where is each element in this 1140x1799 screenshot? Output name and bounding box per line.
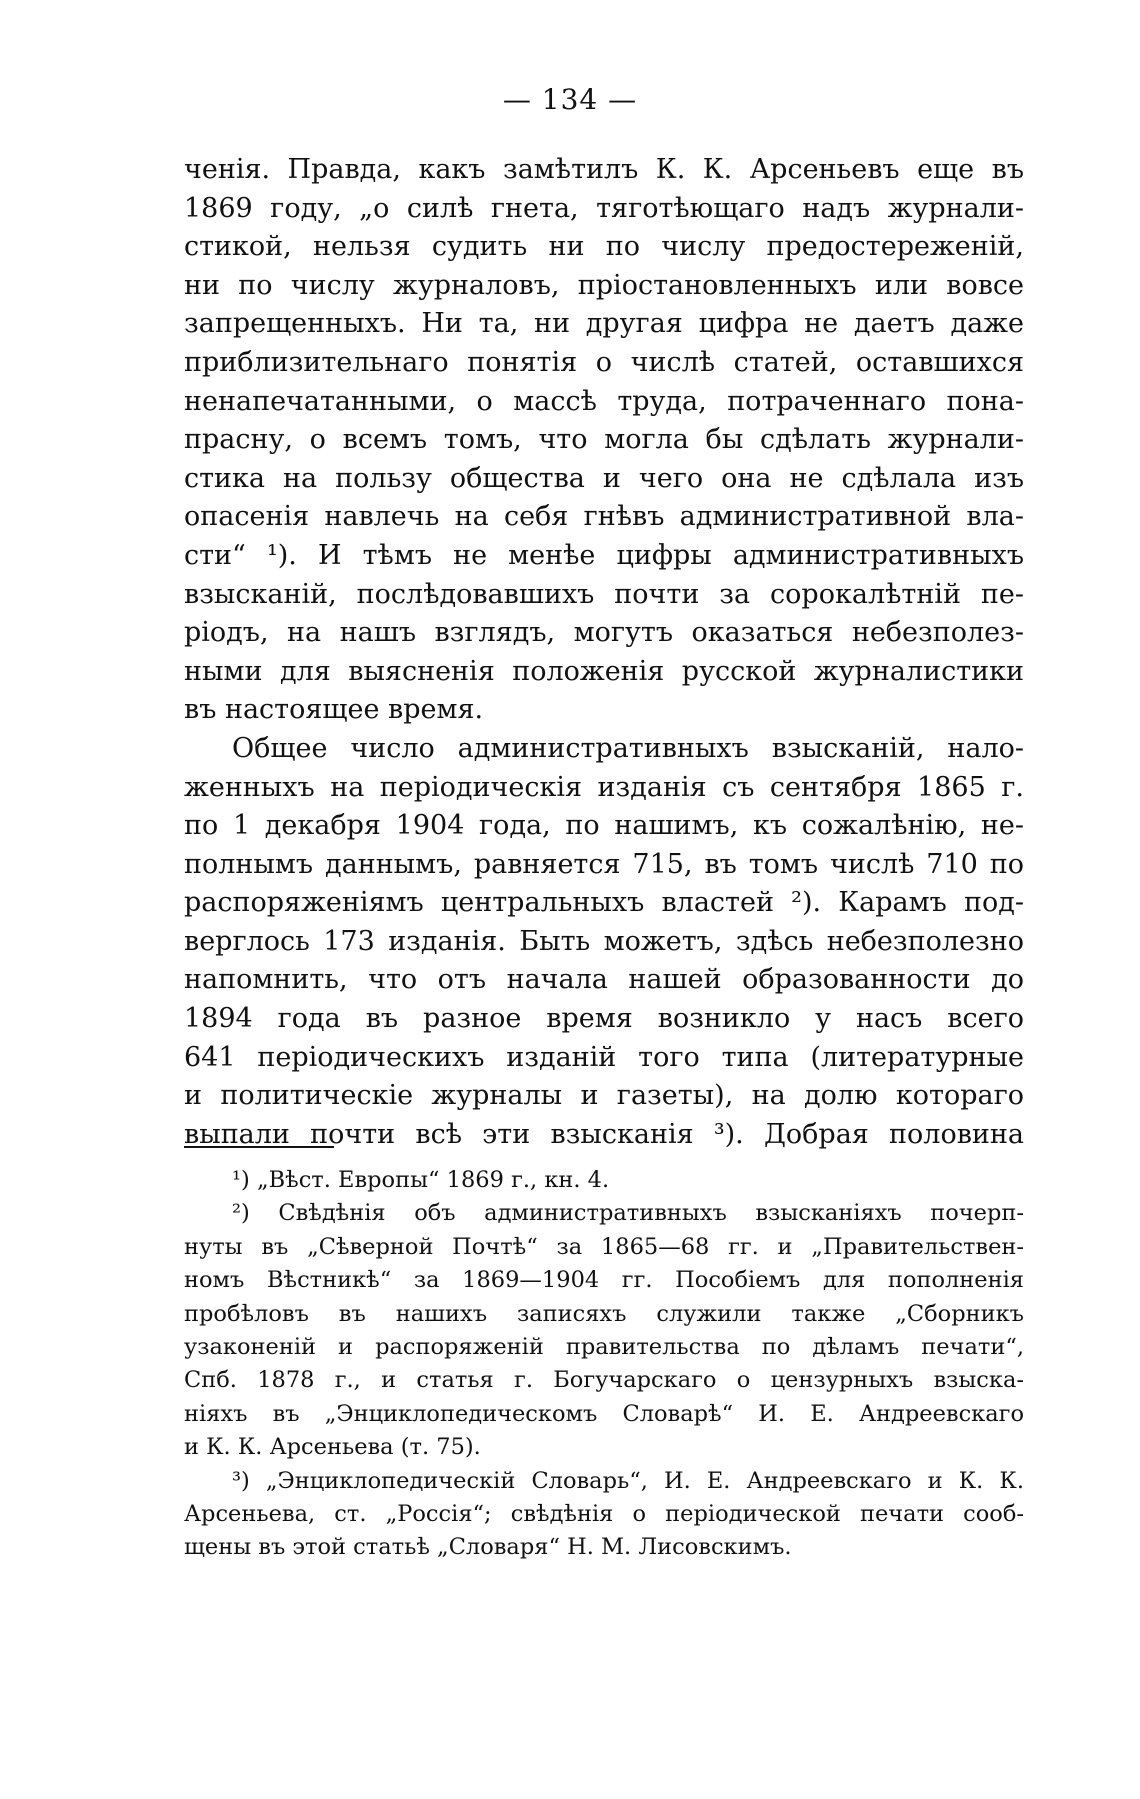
main-text	[184, 151, 1024, 1154]
text-line: стикой, нельзя судить ни по числу предостереженій,	[184, 231, 1024, 263]
text-line: напомнить, что отъ начала нашей образованности до	[184, 964, 1024, 996]
text-line: ни по числу журналовъ, пріостановленныхъ или вовсе	[184, 269, 1024, 301]
footnote-line: пробѣловъ въ нашихъ записяхъ служили также „Сборникъ	[184, 1300, 1024, 1327]
text-line: приблизительнаго понятія о числѣ статей, оставшихся	[184, 346, 1024, 378]
text-line: прасну, о всемъ томъ, что могла бы сдѣлать журнали-	[184, 424, 1024, 456]
text-line: 641 періодическихъ изданій того типа (литературные	[184, 1041, 1024, 1073]
text-line: запрещенныхъ. Ни та, ни другая цифра не даетъ даже	[184, 308, 1024, 340]
text-line: опасенія навлечь на себя гнѣвъ административной вла-	[184, 501, 1024, 533]
footnote-line: номъ Вѣстникѣ“ за 1869—1904 гг. Пособіемъ для пополненія	[184, 1267, 1024, 1294]
text-line: и политическіе журналы и газеты), на долю котораго	[184, 1080, 1024, 1112]
footnote-line: Арсеньева, ст. „Россія“; свѣдѣнія о періодической печати сооб-	[184, 1500, 1024, 1527]
text-line: ненапечатанными, о массѣ труда, потраченнаго пона-	[184, 385, 1024, 417]
text-line: 1894 года въ разное время возникло у насъ всего	[184, 1003, 1024, 1035]
text-line: 1869 году, „о силѣ гнета, тяготѣющаго надъ журнали-	[184, 192, 1024, 224]
text-line: ріодъ, на нашъ взглядъ, могутъ оказаться небезполез-	[184, 617, 1024, 649]
text-line: женныхъ на періодическія изданія съ сентября 1865 г.	[184, 771, 1024, 803]
footnote-line: и К. К. Арсеньева (т. 75).	[184, 1434, 481, 1461]
footnote-line: нуты въ „Сѣверной Почтѣ“ за 1865—68 гг. и „Правительствен-	[184, 1233, 1024, 1260]
text-line: Общее число административныхъ взысканій, нало-	[232, 732, 1024, 764]
footnote-line: Спб. 1878 г., и статья г. Богучарскаго о цензурныхъ взыска-	[184, 1367, 1024, 1394]
footnotes	[184, 1164, 1024, 1565]
text-line: полнымъ даннымъ, равняется 715, въ томъ числѣ 710 по	[184, 848, 1024, 880]
footnote-line: ³) „Энциклопедическій Словарь“, И. Е. Андреевскаго и К. К.	[232, 1467, 1024, 1494]
footnote-line: ¹) „Вѣст. Европы“ 1869 г., кн. 4.	[232, 1167, 610, 1193]
text-line: ными для выясненія положенія русской журналистики	[184, 655, 1024, 687]
footnote-line: ніяхъ въ „Энциклопедическомъ Словарѣ“ И. Е. Андреевскаго	[184, 1400, 1024, 1427]
footnote-line: узаконеній и распоряженій правительства по дѣламъ печати“,	[184, 1333, 1024, 1360]
footnote-line: щены въ этой статьѣ „Словаря“ Н. М. Лисовскимъ.	[184, 1534, 792, 1561]
text-line: верглось 173 изданія. Быть можетъ, здѣсь небезполезно	[184, 925, 1024, 957]
text-line: въ настоящее время.	[184, 694, 484, 726]
footnote-line: ²) Свѣдѣнія объ административныхъ взысканіяхъ почерп-	[232, 1200, 1024, 1227]
text-line: распоряженіямъ центральныхъ властей ²). Карамъ под-	[184, 887, 1024, 919]
text-line: по 1 декабря 1904 года, по нашимъ, къ сожалѣнію, не-	[184, 810, 1024, 842]
page-number: — 134 —	[502, 83, 638, 116]
text-line: ченія. Правда, какъ замѣтилъ К. К. Арсеньевъ еще въ	[184, 154, 1024, 185]
text-line: выпали почти всѣ эти взысканія ³). Добрая половина	[184, 1118, 1024, 1150]
footnote-divider	[184, 1146, 334, 1148]
text-line: сти“ ¹). И тѣмъ не менѣе цифры административныхъ	[184, 539, 1024, 571]
text-line: взысканій, послѣдовавшихъ почти за сорокалѣтній пе-	[184, 578, 1024, 610]
text-line: стика на пользу общества и чего она не сдѣлала изъ	[184, 462, 1024, 494]
